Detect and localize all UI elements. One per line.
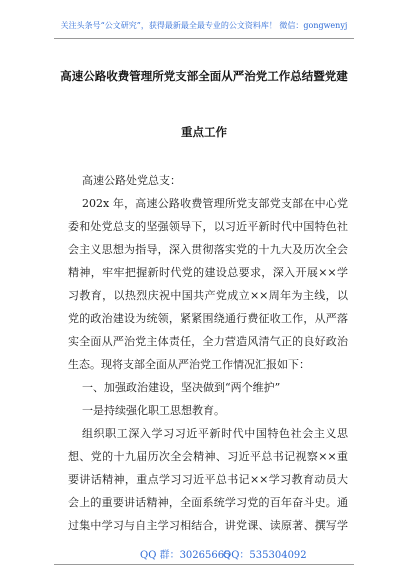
footer-qq-contact: QQ：535304092 — [223, 550, 307, 561]
footer — [0, 546, 408, 560]
footer-qq-group: QQ 群：30265665 — [140, 550, 231, 561]
header-divider — [54, 38, 354, 39]
paragraph-line: 要讲话精神，重点学习习近平总书记××学习教育动员大 — [68, 473, 348, 486]
paragraph-line: 习教育，以热烈庆祝中国共产党成立××周年为主线，以 — [68, 289, 348, 302]
salutation: 高速公路处党总支： — [82, 174, 181, 187]
paragraph-line: 会主义思想为指导，深入贯彻落实党的十九大及历次全会 — [68, 243, 348, 256]
section-heading: 一、加强政治建设，坚决做到“两个维护” — [82, 381, 281, 394]
paragraph-line: 党的政治建设为统领，紧紧围绕通行费征收工作，从严落 — [68, 312, 348, 325]
footer-divider — [54, 564, 354, 565]
paragraph-line: 委和处党总支的坚强领导下，以习近平新时代中国特色社 — [68, 220, 348, 233]
document-title: 高速公路收费管理所党支部全面从严治党工作总结暨党建 — [60, 69, 348, 83]
document-title-continued: 重点工作 — [181, 125, 227, 139]
paragraph-line: 精神，牢牢把握新时代党的建设总要求，深入开展××学 — [68, 266, 348, 279]
paragraph-line: 过集中学习与自主学习相结合，讲党课、读原著、撰写学 — [68, 519, 348, 532]
paragraph-line: 会上的重要讲话精神，全面系统学习党的百年奋斗史。通 — [68, 496, 348, 509]
paragraph-line: 实全面从严治党主体责任，全力营造风清气正的良好政治 — [68, 335, 348, 348]
paragraph-line: 202x 年，高速公路收费管理所党支部党支部在中心党 — [82, 197, 348, 210]
header-banner: 关注头条号“公文研究”，获得最新最全最专业的公文资料库！ 微信：gongwenyj — [60, 21, 348, 30]
paragraph-line: 组织职工深入学习习近平新时代中国特色社会主义思 — [82, 427, 348, 440]
paragraph-line: 想、党的十九届历次全会精神、习近平总书记视察××重 — [68, 450, 348, 463]
subsection-heading: 一是持续强化职工思想教育。 — [82, 404, 225, 417]
paragraph-line: 生态。现将支部全面从严治党工作情况汇报如下： — [68, 358, 310, 371]
